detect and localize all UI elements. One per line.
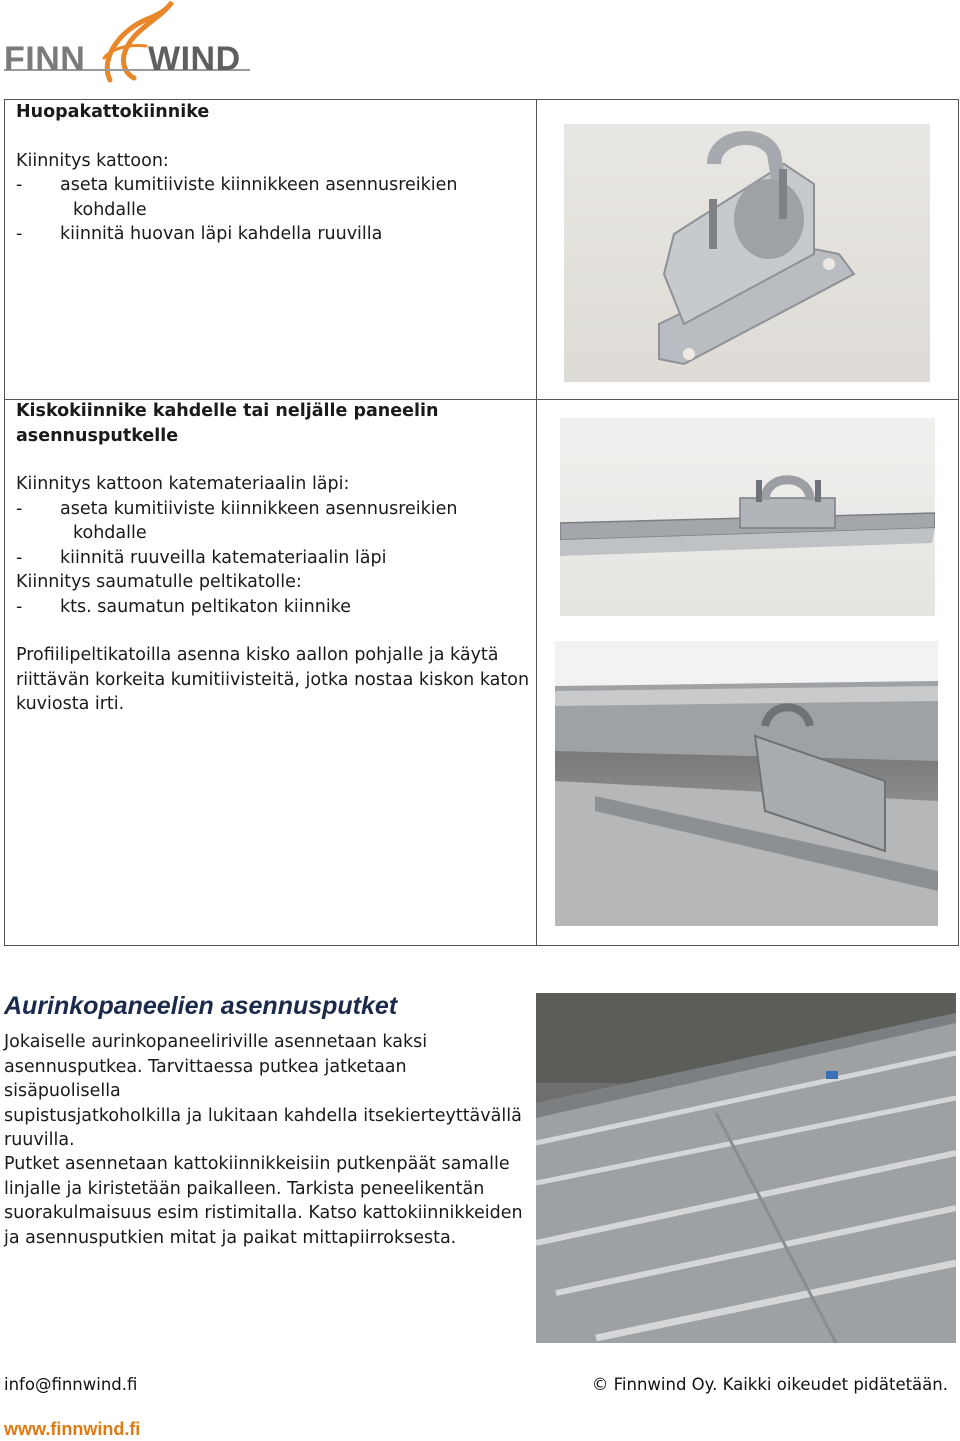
row1-subtitle: Kiinnitys kattoon: [16,150,169,171]
row2-note-line2: riittävän korkeita kumitiivisteitä, jotka nostaa kiskon katon [16,669,530,690]
row2-note-line1: Profiilipeltikatoilla asenna kisko aallon pohjalle ja käytä [16,645,499,665]
rail-on-roof-photo [555,641,938,926]
list-item [16,595,531,620]
table-column-divider [536,100,537,945]
list-item [16,497,531,522]
tubes-roof-illustration [536,993,956,1343]
section-p1-line1: Jokaiselle aurinkopaneeliriville asennetaan kaksi [4,1032,428,1052]
section-paragraph-1 [4,1030,524,1153]
list-item [16,173,526,198]
section-p2-line1: Putket asennetaan kattokiinnikkeisiin putkenpäät samalle [4,1154,510,1174]
row1-item1-line1: aseta kumitiiviste kiinnikkeen asennusreikien [60,175,458,195]
row2-subtitle1: Kiinnitys kattoon katemateriaalin läpi: [16,474,350,494]
row1-item2: kiinnitä huovan läpi kahdella ruuvilla [60,224,383,244]
row1-text-cell [16,100,526,247]
rail-bracket-photo [560,418,935,616]
row1-item1-line2: kohdalle [73,199,147,220]
section-paragraph-2 [4,1152,524,1250]
bullet-dash: - [16,175,23,195]
row2-note-line3: kuviosta irti. [16,694,125,714]
felt-roof-bracket-photo [564,124,930,382]
bracket-illustration [564,124,930,382]
footer-copyright: © Finnwind Oy. Kaikki oikeudet pidätetään. [591,1375,948,1394]
row1-title: Huopakattokiinnike [16,102,210,122]
bullet-dash: - [16,224,23,244]
footer-email-link[interactable]: info@finnwind.fi [4,1375,138,1394]
list-item [16,546,531,571]
row2-item1-line2: kohdalle [73,523,147,543]
finnwind-logo [0,0,260,92]
bullet-dash: - [16,498,23,519]
footer-website-link[interactable]: www.finnwind.fi [4,1419,141,1439]
row2-text-cell [16,399,531,717]
row2-item1-line1: aseta kumitiiviste kiinnikkeen asennusreikien [60,498,458,519]
row2-title-line2: asennusputkelle [16,425,179,446]
rail-illustration [560,418,935,616]
mounting-tubes-photo [536,993,956,1343]
section-p2-line3: suorakulmaisuus esim ristimitalla. Katso kattokiinnikkeiden [4,1203,523,1223]
section-p1-line2: asennusputkea. Tarvittaessa putkea jatketaan sisäpuolisella [4,1056,407,1101]
row2-item2: kiinnitä ruuveilla katemateriaalin läpi [60,547,387,568]
section-p2-line4: ja asennusputkien mitat ja paikat mittapiirroksesta. [4,1227,457,1248]
bullet-dash: - [16,547,23,568]
section-p1-line3: supistusjatkoholkilla ja lukitaan kahdella itsekierteyttävällä [4,1105,522,1126]
row2-title-line1: Kiskokiinnike kahdelle tai neljälle paneelin [16,401,439,421]
roof-rail-illustration [555,641,938,926]
row2-item3: kts. saumatun peltikaton kiinnike [60,596,351,617]
section-p1-line4: ruuvilla. [4,1130,75,1150]
bullet-dash: - [16,596,23,617]
logo-wind-text: WIND [148,40,241,78]
section-p2-line2: linjalle ja kiristetään paikalleen. Tarkista peneelikentän [4,1178,485,1199]
logo-finn-text: FINN [4,40,86,78]
section-title: Aurinkopaneelien asennusputket [4,992,398,1020]
list-item [16,222,526,247]
row2-subtitle2: Kiinnitys saumatulle peltikatolle: [16,572,302,592]
